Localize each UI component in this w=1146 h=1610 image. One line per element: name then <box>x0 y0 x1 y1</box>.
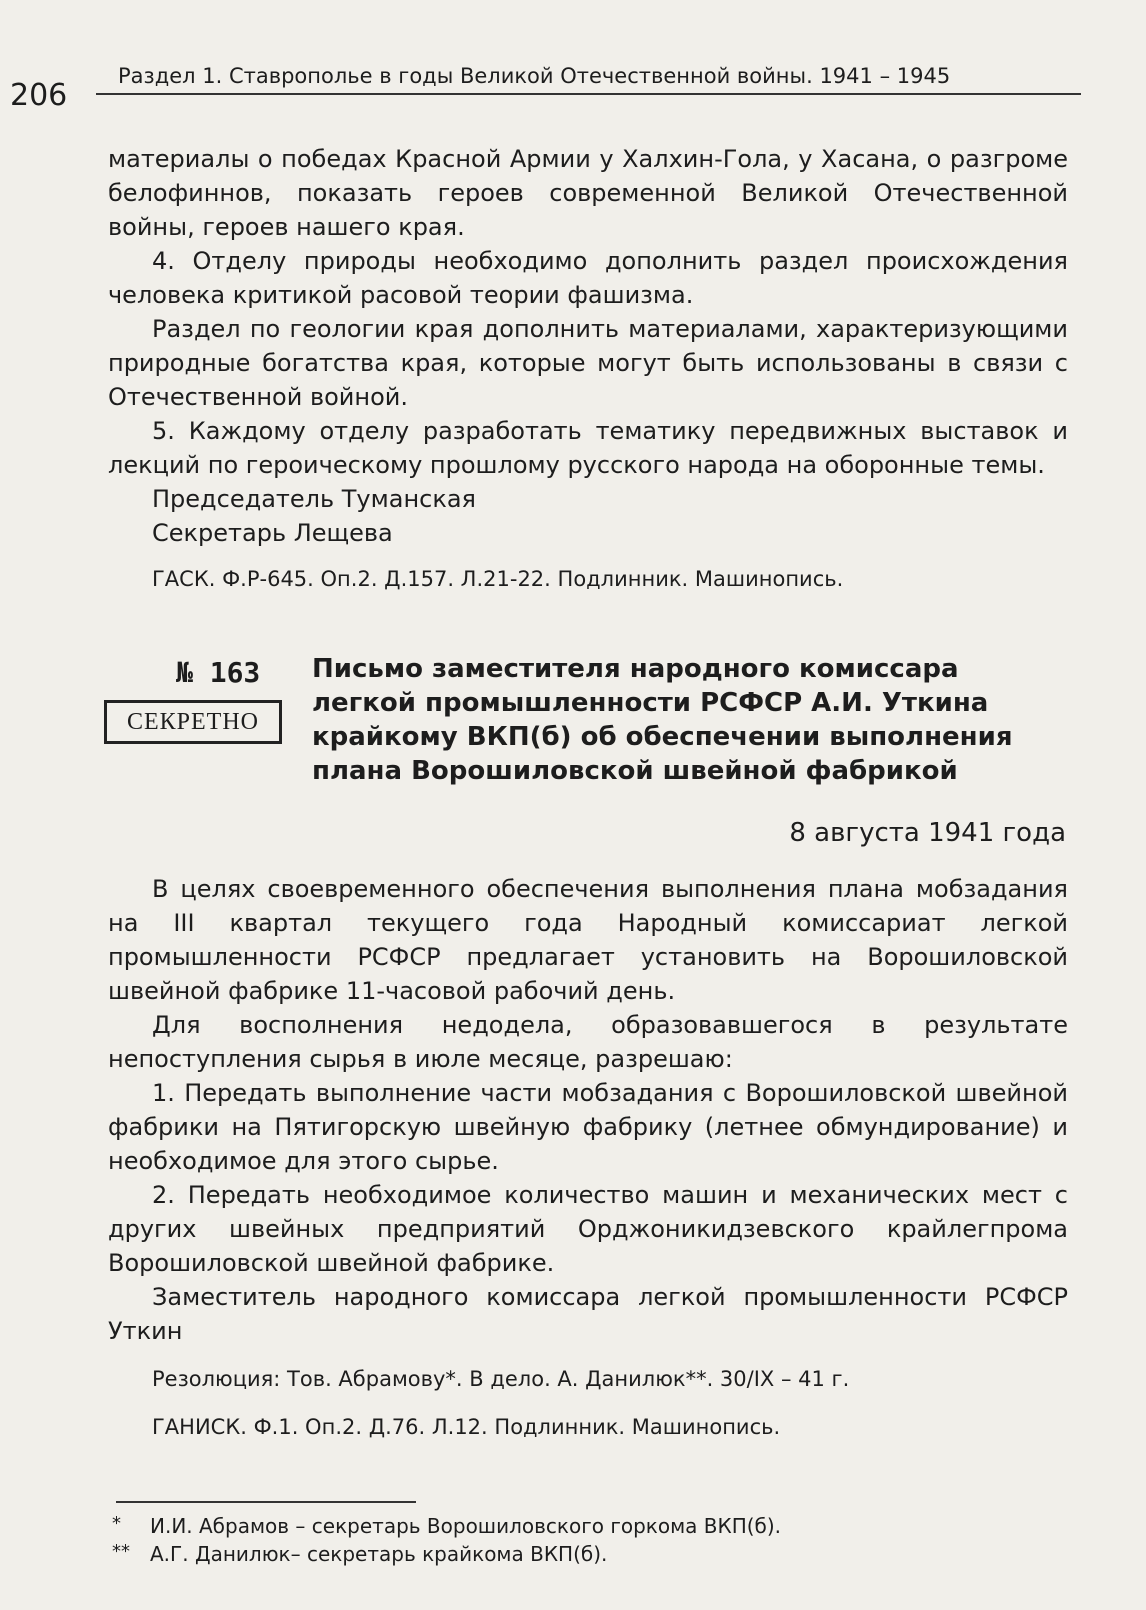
document-date: 8 августа 1941 года <box>789 818 1066 848</box>
page-number: 206 <box>10 78 68 113</box>
secret-stamp: СЕКРЕТНО <box>104 700 282 744</box>
document-paragraph: Для восполнения недодела, образовавшегося в результате непоступления сырья в июле месяце, разрешаю: <box>108 1011 1068 1073</box>
footnote-mark: ** <box>112 1541 130 1562</box>
document-signature: Заместитель народного комиссара легкой промышленности РСФСР Уткин <box>108 1283 1068 1345</box>
prev-doc-paragraph: материалы о победах Красной Армии у Халхин-Гола, у Хасана, о разгроме белофиннов, показать героев современной Великой Отечественной войны, героев нашего края. <box>108 145 1068 241</box>
secretary-signature: Секретарь Лещева <box>152 519 393 547</box>
running-header: Раздел 1. Ставрополье в годы Великой Отечественной войны. 1941 – 1945 <box>118 64 951 88</box>
prev-doc-paragraph: 4. Отделу природы необходимо дополнить раздел происхождения человека критикой расовой теории фашизма. <box>108 247 1068 309</box>
document-title: Письмо заместителя народного комиссара легкой промышленности РСФСР А.И. Уткина крайкому ВКП(б) об обеспечении выполнения плана Ворошиловской швейной фабрикой <box>312 654 1013 786</box>
footnote-rule <box>116 1501 416 1503</box>
chairman-signature: Председатель Туманская <box>152 485 476 513</box>
header-rule <box>96 93 1081 95</box>
footnote-mark: * <box>112 1513 121 1534</box>
document-number: № 163 <box>176 656 261 689</box>
footnote: И.И. Абрамов – секретарь Ворошиловского горкома ВКП(б). <box>150 1514 782 1538</box>
document-paragraph: В целях своевременного обеспечения выполнения плана мобзадания на III квартал текущего года Народный комиссариат легкой промышленности РСФСР предлагает установить на Ворошиловской швейной фабрике 11-часовой рабочий день. <box>108 875 1068 1005</box>
document-paragraph: 2. Передать необходимое количество машин и механических мест с других швейных предприятий Орджоникидзевского крайлегпрома Ворошиловской швейной фабрике. <box>108 1181 1068 1277</box>
prev-doc-paragraph: 5. Каждому отделу разработать тематику передвижных выставок и лекций по героическому прошлому русского народа на оборонные темы. <box>108 417 1068 479</box>
archive-reference: ГАНИСК. Ф.1. Оп.2. Д.76. Л.12. Подлинник. Машинопись. <box>152 1415 781 1439</box>
prev-doc-paragraph: Раздел по геологии края дополнить материалами, характеризующими природные богатства края, которые могут быть использованы в связи с Отечественной войной. <box>108 315 1068 411</box>
resolution: Резолюция: Тов. Абрамову*. В дело. А. Данилюк**. 30/IX – 41 г. <box>152 1367 850 1391</box>
footnote: А.Г. Данилюк– секретарь крайкома ВКП(б). <box>150 1542 608 1566</box>
archive-reference: ГАСК. Ф.Р-645. Оп.2. Д.157. Л.21-22. Подлинник. Машинопись. <box>152 567 844 591</box>
document-paragraph: 1. Передать выполнение части мобзадания с Ворошиловской швейной фабрики на Пятигорскую швейную фабрику (летнее обмундирование) и необходимое для этого сырье. <box>108 1079 1068 1175</box>
